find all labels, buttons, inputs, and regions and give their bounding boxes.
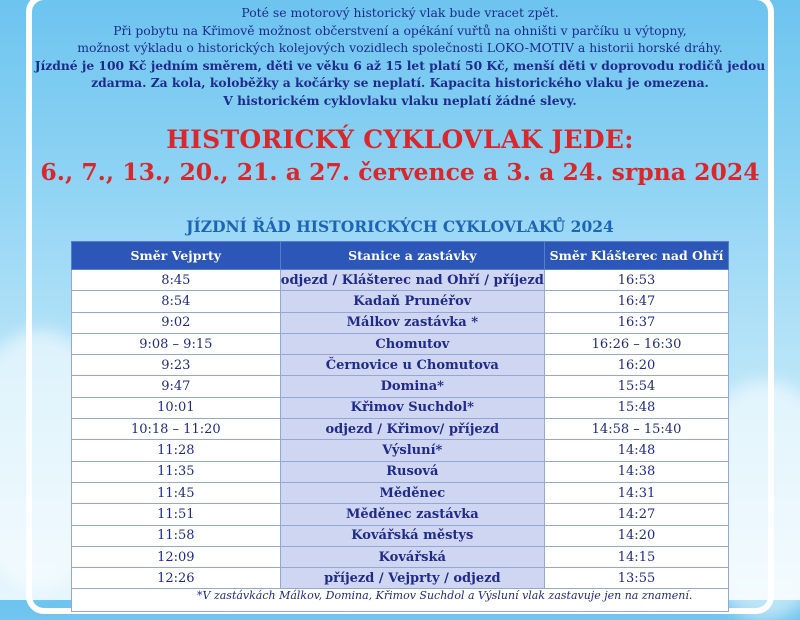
station-name: Kadaň Prunéřov <box>280 291 544 312</box>
time-to-vejprty: 10:01 <box>72 397 281 418</box>
station-name: Domina* <box>280 376 544 397</box>
table-row <box>72 397 729 418</box>
station-name: Málkov zastávka * <box>280 312 544 333</box>
intro-line: možnost výkladu o historických kolejových vozidlech společnosti LOKO-MOTIV a historii horské dráhy. <box>77 40 723 55</box>
station-name: Chomutov <box>280 333 544 354</box>
time-to-vejprty: 9:02 <box>72 312 281 333</box>
station-name: Černovice u Chomutova <box>280 355 544 376</box>
time-to-klasterec: 16:53 <box>545 270 729 291</box>
table-row <box>72 440 729 461</box>
intro-line: Při pobytu na Křimově možnost občerstvení a opékání vuřtů na ohništi v parčíku u výtopny, <box>113 22 687 38</box>
time-to-klasterec: 13:55 <box>545 568 729 589</box>
time-to-klasterec: 16:26 – 16:30 <box>545 333 729 354</box>
time-to-vejprty: 9:23 <box>72 355 281 376</box>
time-to-klasterec: 14:31 <box>545 482 729 503</box>
table-row <box>72 270 729 291</box>
time-to-vejprty: 11:35 <box>72 461 281 482</box>
run-dates-list: 6., 7., 13., 20., 21. a 27. července a 3. a 24. srpna 2024 <box>40 158 760 186</box>
table-row <box>72 419 729 440</box>
time-to-klasterec: 15:54 <box>545 376 729 397</box>
fare-line: Jízdné je 100 Kč jedním směrem, děti ve věku 6 až 15 let platí 50 Kč, menší děti v doprovodu rodičů jedou <box>34 57 766 73</box>
time-to-klasterec: 14:38 <box>545 461 729 482</box>
time-to-vejprty: 9:47 <box>72 376 281 397</box>
table-row <box>72 482 729 503</box>
time-to-vejprty: 11:58 <box>72 525 281 546</box>
time-to-klasterec: 14:27 <box>545 504 729 525</box>
station-name: příjezd / Vejprty / odjezd <box>280 568 544 589</box>
header-stations: Stanice a zastávky <box>280 242 544 270</box>
station-name: odjezd / Křimov/ příjezd <box>280 419 544 440</box>
table-row <box>72 504 729 525</box>
intro-line: Poté se motorový historický vlak bude vracet zpět. <box>241 5 559 20</box>
time-to-klasterec: 14:20 <box>545 525 729 546</box>
time-to-vejprty: 11:51 <box>72 504 281 525</box>
table-row <box>72 376 729 397</box>
header-direction-klasterec: Směr Klášterec nad Ohří <box>545 242 729 270</box>
time-to-klasterec: 14:58 – 15:40 <box>545 419 729 440</box>
time-to-vejprty: 11:45 <box>72 482 281 503</box>
time-to-vejprty: 8:45 <box>72 270 281 291</box>
table-row <box>72 355 729 376</box>
table-row <box>72 461 729 482</box>
station-name: odjezd / Klášterec nad Ohří / příjezd <box>280 270 544 291</box>
station-name: Kovářská městys <box>280 525 544 546</box>
table-header-row <box>72 242 729 270</box>
fare-line: zdarma. Za kola, koloběžky a kočárky se neplatí. Kapacita historického vlaku je omezena. <box>91 75 709 90</box>
intro-text <box>0 4 800 109</box>
time-to-vejprty: 10:18 – 11:20 <box>72 419 281 440</box>
table-row <box>72 291 729 312</box>
table-row <box>72 333 729 354</box>
station-name: Výsluní* <box>280 440 544 461</box>
time-to-vejprty: 9:08 – 9:15 <box>72 333 281 354</box>
table-row <box>72 568 729 589</box>
station-name: Měděnec zastávka <box>280 504 544 525</box>
fare-line: V historickém cyklovlaku vlaku neplatí žádné slevy. <box>223 92 577 108</box>
timetable-title: JÍZDNÍ ŘÁD HISTORICKÝCH CYKLOVLAKŮ 2024 <box>186 217 614 236</box>
time-to-klasterec: 15:48 <box>545 397 729 418</box>
header-direction-vejprty: Směr Vejprty <box>72 242 281 270</box>
table-row <box>72 312 729 333</box>
timetable <box>71 241 729 612</box>
station-name: Kovářská <box>280 546 544 567</box>
timetable-body <box>72 270 729 612</box>
time-to-klasterec: 14:15 <box>545 546 729 567</box>
time-to-vejprty: 12:26 <box>72 568 281 589</box>
time-to-vejprty: 11:28 <box>72 440 281 461</box>
station-name: Křimov Suchdol* <box>280 397 544 418</box>
time-to-vejprty: 12:09 <box>72 546 281 567</box>
run-dates <box>0 124 800 188</box>
time-to-klasterec: 16:47 <box>545 291 729 312</box>
table-row <box>72 546 729 567</box>
time-to-vejprty: 8:54 <box>72 291 281 312</box>
time-to-klasterec: 16:20 <box>545 355 729 376</box>
timetable-note: *V zastávkách Málkov, Domina, Křimov Suchdol a Výsluní vlak zastavuje jen na znamení. <box>72 589 729 612</box>
time-to-klasterec: 14:48 <box>545 440 729 461</box>
table-note-row <box>72 589 729 612</box>
station-name: Rusová <box>280 461 544 482</box>
table-row <box>72 525 729 546</box>
time-to-klasterec: 16:37 <box>545 312 729 333</box>
station-name: Měděnec <box>280 482 544 503</box>
run-heading: HISTORICKÝ CYKLOVLAK JEDE: <box>166 125 634 154</box>
